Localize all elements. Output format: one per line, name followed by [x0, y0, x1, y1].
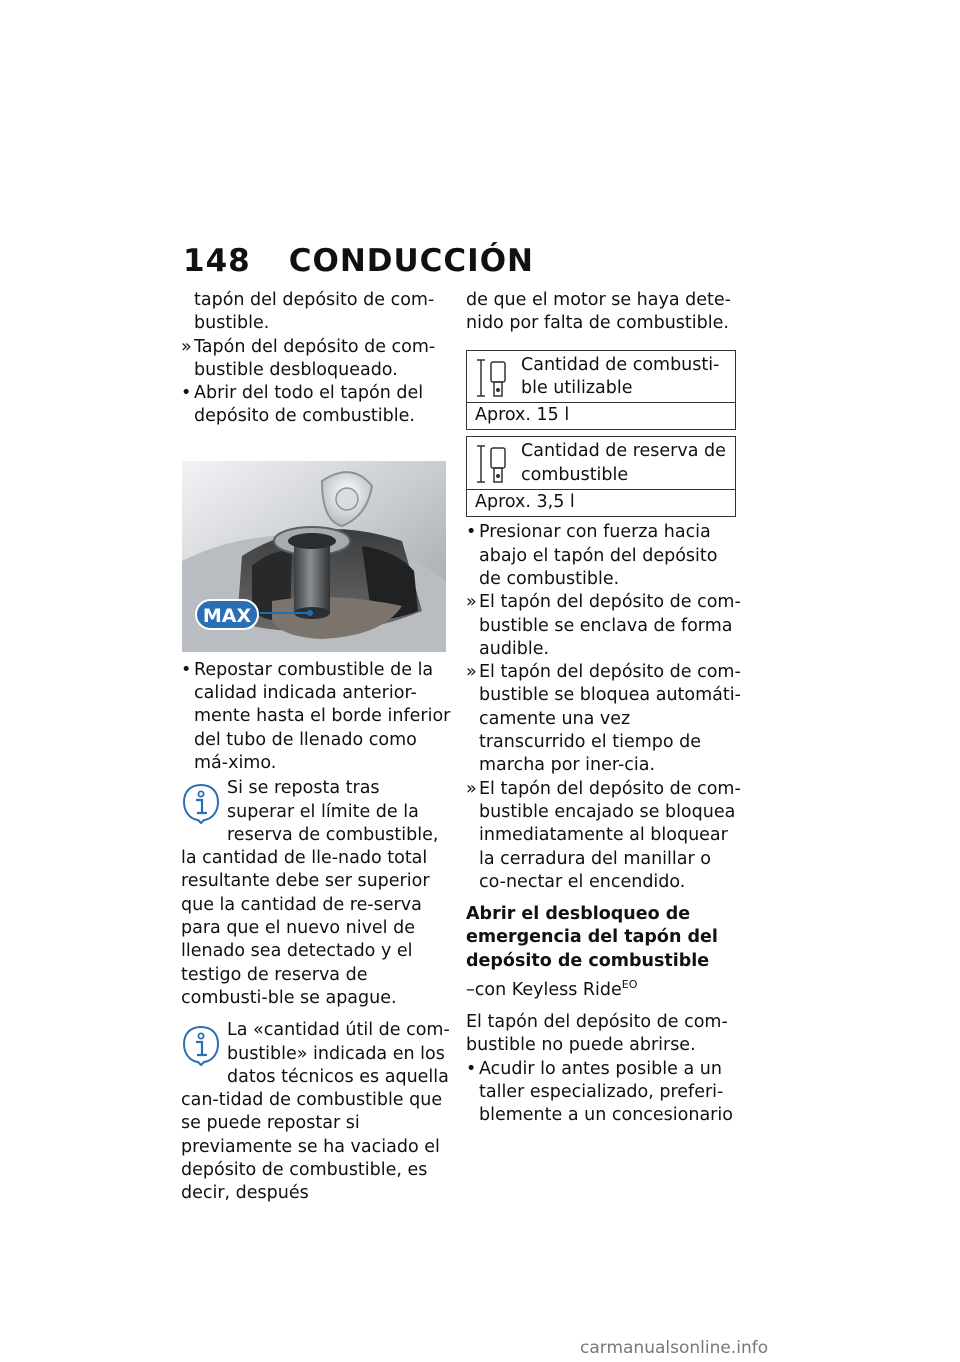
section-title: CONDUCCIÓN: [288, 243, 535, 279]
body-paragraph: El tapón del depósito de com-bustible no puede abrirse.: [466, 1012, 728, 1056]
continuation-text: tapón del depósito de com-bustible.: [194, 290, 435, 334]
instruction-bullet: • Repostar combustible de la calidad indicada anterior-mente hasta el borde inferior del tubo de llenado como má-ximo.: [181, 659, 451, 773]
max-label: MAX: [202, 604, 252, 627]
step-marker: »: [466, 592, 477, 613]
section-subheading: –con Keyless Ride$^{EO}$: [466, 978, 638, 1000]
bullet-marker: •: [466, 1058, 477, 1079]
table-value: Aprox. 3,5 l: [475, 492, 575, 513]
info-note: La «cantidad útil de com-bustible» indicada en los datos técnicos es aquella can-tidad de combustible que se puede repostar si previamente se ha vaciado el depósito de combustible, es decir, después: [181, 1020, 450, 1204]
table-label: Cantidad de reserva de combustible: [521, 441, 726, 485]
info-icon: [181, 782, 221, 824]
section-heading: Abrir el desbloqueo de emergencia del tapón del depósito de combustible: [466, 904, 718, 971]
fuel-table-usable: [466, 350, 736, 431]
bullet-marker: •: [466, 522, 477, 543]
result-step: » El tapón del depósito de com-bustible encajado se bloquea inmediatamente al bloquear la cerradura del manillar o co-nectar el encendido.: [466, 778, 741, 892]
instruction-bullet: • Presionar con fuerza hacia abajo el tapón del depósito de combustible.: [466, 522, 718, 589]
info-note: Si se reposta tras superar el límite de la reserva de combustible, la cantidad de lle-nado total resultante debe ser superior que la cantidad de re-serva para que el nuevo nivel de llenado sea detectado y el testigo de reserva de combusti-ble se apague.: [181, 778, 439, 1008]
continuation-text: de que el motor se haya dete-nido por falta de combustible.: [466, 290, 731, 334]
step-marker: »: [466, 662, 477, 683]
footer-watermark: carmanualsonline.info: [580, 1338, 769, 1358]
page-number: 148: [183, 243, 251, 279]
result-step: » El tapón del depósito de com-bustible se enclava de forma audible.: [466, 592, 741, 659]
fuel-filler-photo: [182, 461, 446, 652]
result-step: » El tapón del depósito de com-bustible se bloquea automáti-camente una vez transcurrido el tiempo de marcha por iner-cia.: [466, 662, 741, 776]
bullet-marker: •: [181, 383, 192, 404]
instruction-bullet: • Abrir del todo el tapón del depósito de combustible.: [181, 383, 424, 427]
fuel-gauge-icon: [475, 442, 513, 486]
fuel-table-reserve: [466, 436, 736, 517]
bullet-marker: •: [181, 659, 192, 680]
step-marker: »: [181, 336, 192, 357]
result-step: » Tapón del depósito de com-bustible desbloqueado.: [181, 336, 436, 380]
table-label: Cantidad de combusti-ble utilizable: [521, 354, 720, 398]
page-header: [183, 243, 534, 279]
info-icon: [181, 1024, 221, 1066]
right-column: [466, 289, 741, 1128]
table-value: Aprox. 15 l: [475, 405, 570, 426]
left-column: [181, 289, 451, 1206]
instruction-bullet: • Acudir lo antes posible a un taller especializado, preferi-blemente a un concesionario: [466, 1058, 733, 1126]
fuel-gauge-icon: [475, 356, 513, 400]
step-marker: »: [466, 778, 477, 799]
